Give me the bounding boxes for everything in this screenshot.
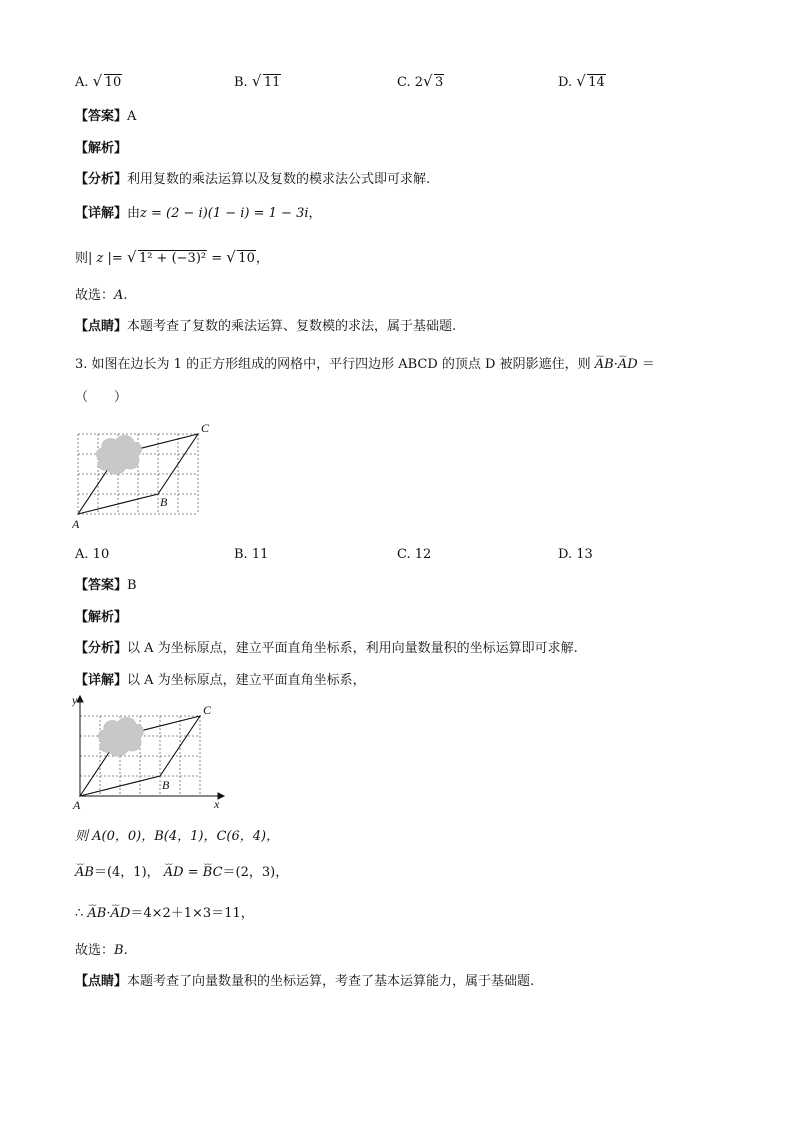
fenxi-tag: 【分析】	[75, 172, 128, 187]
punct: ，	[308, 206, 322, 221]
answer-value: B	[127, 578, 137, 593]
parallelogram-grid-figure	[72, 418, 222, 530]
q3-option-c	[397, 546, 431, 564]
jiexi-tag: 【解析】	[75, 610, 128, 625]
answer-blank: （ ）	[75, 390, 128, 405]
guxuan-pre: 故选：	[75, 288, 115, 303]
equals: ＝	[641, 357, 655, 372]
punct: ，	[255, 251, 269, 266]
dianjing-tag: 【点睛】	[75, 974, 128, 989]
radicand: 10	[238, 251, 255, 266]
dot-symbol: ·	[613, 357, 618, 372]
q3-dianjing	[75, 973, 534, 991]
q2-fenxi	[75, 171, 430, 189]
mod-pre: 则	[75, 251, 89, 266]
option-letter: A.	[75, 75, 89, 90]
label-x-axis: x	[214, 797, 220, 811]
vector-ab: ⌣⌣ AB	[595, 356, 614, 374]
label-c: C	[203, 703, 212, 717]
coordinate-grid-figure	[72, 694, 232, 812]
label-b: B	[160, 495, 168, 509]
equals: =	[211, 251, 223, 266]
equals: =	[187, 865, 199, 880]
sqrt-expression	[576, 74, 606, 92]
q3-coords	[75, 828, 279, 846]
vector-ad: ⌣⌣ AD	[111, 905, 131, 923]
dianjing-text: 本题考查了向量数量积的坐标运算，考查了基本运算能力，属于基础题.	[127, 974, 535, 989]
label-a: A	[73, 798, 81, 812]
vector-bc: ⌣⌣ BC	[203, 864, 223, 882]
label-b: B	[162, 778, 170, 792]
q3-option-d	[558, 546, 593, 564]
q3-dot-product	[75, 905, 254, 923]
option-letter: B.	[234, 75, 248, 90]
complex-equation: z = (2 − i)(1 − i) = 1 − 3i	[140, 206, 309, 221]
option-letter: B.	[234, 547, 248, 562]
shadow-blob	[98, 717, 143, 756]
vector-ab: ⌣⌣ AB	[87, 905, 106, 923]
q3-vectors	[75, 864, 288, 882]
answer-tag: 【答案】	[75, 578, 128, 593]
vector-ad: ⌣⌣ AD	[618, 356, 638, 374]
q2-option-b	[234, 74, 281, 92]
sqrt-expression	[252, 74, 282, 92]
guxuan-value: B.	[114, 943, 128, 958]
option-letter: D.	[558, 75, 573, 90]
dot-product-value: ＝4×2＋1×3＝11，	[130, 906, 254, 921]
jiexi-tag: 【解析】	[75, 141, 128, 156]
q2-option-a	[75, 74, 122, 92]
q3-option-b	[234, 546, 268, 564]
question-text: 如图在边长为 1 的正方形组成的网格中，平行四边形 ABCD 的顶点 D 被阴影遮住，则	[91, 357, 591, 372]
sqrt-expression	[423, 74, 444, 92]
vector-ab-value: ＝(4，1)，	[93, 865, 160, 880]
q2-guxuan	[75, 287, 128, 305]
q2-modulus	[75, 250, 269, 268]
q3-option-a	[75, 546, 109, 564]
answer-tag: 【答案】	[75, 109, 128, 124]
option-letter: C.	[397, 75, 411, 90]
sqrt-expression	[226, 250, 256, 268]
q2-option-c	[397, 74, 444, 92]
xiangjie-text: 以 A 为坐标原点，建立平面直角坐标系，	[127, 673, 366, 688]
fenxi-tag: 【分析】	[75, 641, 128, 656]
vector-ab: ⌣⌣ AB	[75, 864, 94, 882]
q3-answer	[75, 577, 137, 595]
radicand: 3	[435, 75, 444, 90]
dianjing-tag: 【点睛】	[75, 319, 128, 334]
q3-guxuan	[75, 942, 128, 960]
coords-text: 则 A(0，0)，B(4，1)，C(6，4)，	[75, 829, 280, 844]
sqrt-expression	[127, 250, 207, 268]
q3-paren	[75, 389, 127, 407]
shadow-blob	[96, 435, 141, 474]
question-number: 3.	[75, 357, 88, 372]
vector-ad: ⌣⌣ AD	[164, 864, 184, 882]
mod-lhs: | z |=	[88, 251, 123, 266]
sqrt-expression	[93, 74, 123, 92]
q3-fenxi	[75, 640, 578, 658]
q2-dianjing	[75, 318, 456, 336]
q3-xiangjie	[75, 672, 366, 690]
option-letter: A.	[75, 547, 89, 562]
vector-bc-value: ＝(2，3)，	[222, 865, 289, 880]
xiangjie-tag: 【详解】	[75, 673, 128, 688]
q2-jiexi	[75, 140, 127, 158]
radicand: 14	[588, 75, 605, 90]
option-letter: D.	[558, 547, 573, 562]
option-value: 13	[576, 547, 593, 562]
q3-stem	[75, 356, 655, 374]
coefficient: 2	[414, 75, 424, 90]
radicand: 10	[104, 75, 122, 90]
label-a: A	[72, 517, 80, 530]
q2-answer	[75, 108, 136, 126]
guxuan-value: A.	[114, 288, 128, 303]
radicand: 1² + (−3)²	[138, 251, 207, 266]
option-value: 11	[251, 547, 269, 562]
option-value: 10	[92, 547, 110, 562]
guxuan-pre: 故选：	[75, 943, 115, 958]
axes	[77, 696, 224, 799]
q2-xiangjie	[75, 205, 322, 223]
option-value: 12	[414, 547, 432, 562]
dianjing-text: 本题考查了复数的乘法运算、复数模的求法，属于基础题.	[127, 319, 457, 334]
label-y-axis: y	[72, 694, 78, 707]
dot-symbol: ·	[106, 906, 111, 921]
q3-jiexi	[75, 609, 127, 627]
fenxi-text: 利用复数的乘法运算以及复数的模求法公式即可求解.	[127, 172, 431, 187]
label-c: C	[201, 421, 210, 435]
xiangjie-tag: 【详解】	[75, 206, 128, 221]
answer-value: A	[127, 109, 137, 124]
fenxi-text: 以 A 为坐标原点，建立平面直角坐标系，利用向量数量积的坐标运算即可求解.	[127, 641, 578, 656]
radicand: 11	[263, 75, 281, 90]
therefore-symbol: ∴	[75, 906, 84, 921]
option-letter: C.	[397, 547, 411, 562]
q2-option-d	[558, 74, 606, 92]
xiangjie-pre: 由	[127, 206, 141, 221]
